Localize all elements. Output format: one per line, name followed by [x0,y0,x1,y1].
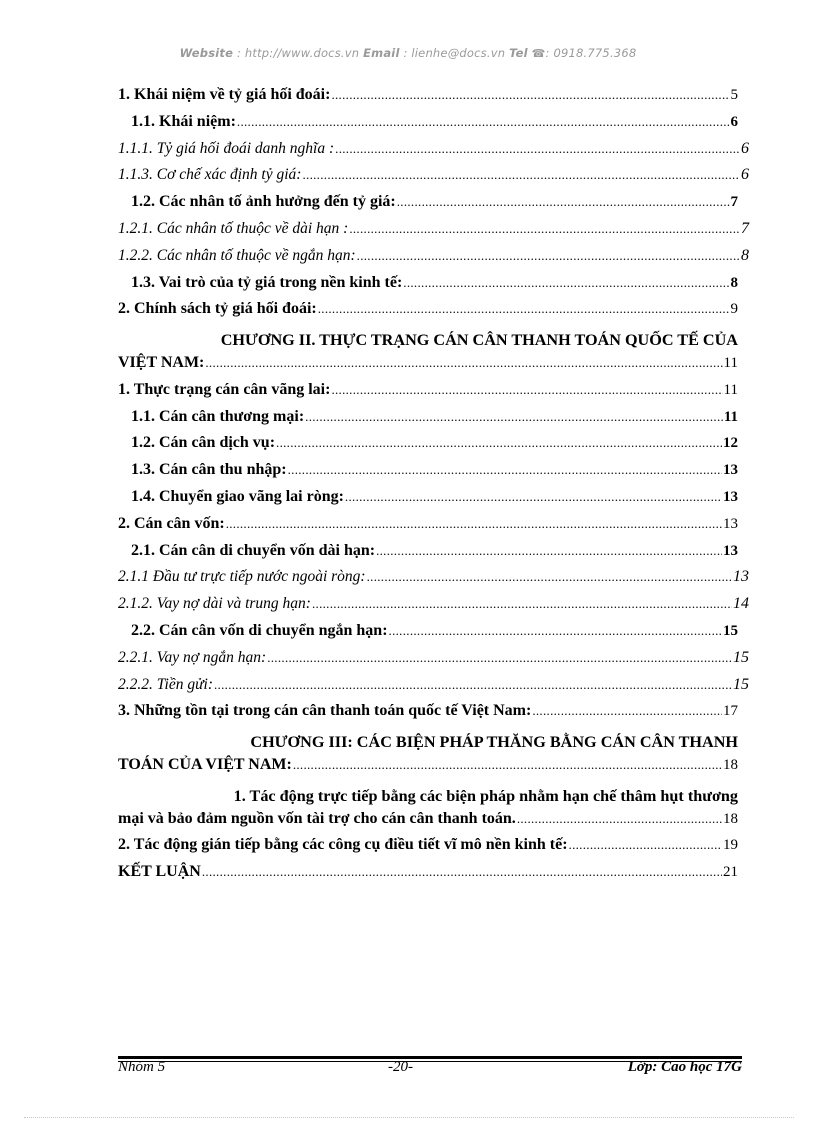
toc-page-number: 18 [723,756,738,773]
dot-leader [302,167,740,183]
toc-entry [118,622,738,649]
dot-leader [403,275,729,291]
toc-entry-text: 1.1. Cán cân thương mại: [131,407,305,425]
toc-page-number: 11 [723,408,738,425]
toc-entry [118,86,738,113]
phone-icon: ☎ [531,47,546,60]
toc-entry-text: 1.1.3. Cơ chế xác định tỷ giá: [118,166,302,184]
toc-entry-text: KẾT LUẬN [118,863,201,881]
toc-page-number: 7 [741,219,749,237]
website-value: : http://www.docs.vn [236,46,360,60]
dot-leader [312,596,732,612]
toc-entry [118,542,738,569]
email-value: : lienhe@docs.vn [403,46,506,60]
toc-entry [118,220,749,247]
toc-entry-text: 1.3. Cán cân thu nhập: [131,461,287,479]
dot-leader [205,355,722,371]
dot-leader [331,87,729,103]
toc-entry [118,381,738,408]
dot-leader [389,623,722,639]
toc-entry [118,166,749,193]
toc-page-number: 11 [723,354,738,371]
toc-entry-text: 2.2.2. Tiền gửi: [118,675,213,693]
toc-entry-text: TOÁN CỦA VIỆT NAM: [118,755,292,773]
toc-entry [118,756,738,783]
toc-entry-text: 2.2.1. Vay nợ ngắn hạn: [118,648,267,666]
dot-leader [305,409,723,425]
toc-entry [118,247,749,274]
toc-page-number: 6 [730,113,738,130]
toc-entry-text: mại và bảo đảm nguồn vốn tài trợ cho cán cân thanh toán. [118,809,516,827]
toc-entry-text: VIỆT NAM: [118,353,205,371]
toc-entry-text: 3. Những tồn tại trong cán cân thanh toán quốc tế Việt Nam: [118,702,532,720]
toc-entry [118,300,738,327]
toc-entry [118,515,738,542]
footer-divider [118,1056,742,1059]
table-of-contents [118,86,749,890]
dot-leader [267,650,732,666]
toc-entry-text: 1. Thực trạng cán cân vãng lai: [118,380,331,398]
toc-entry-text: 2.1.2. Vay nợ dài và trung hạn: [118,595,311,613]
chapter-heading-line: CHƯƠNG III: CÁC BIỆN PHÁP THĂNG BẰNG CÁN CÂN THANH [250,733,738,752]
toc-page-number: 11 [723,381,738,398]
page-header [0,46,816,60]
toc-entry [118,354,738,381]
toc-page-number: 6 [741,166,749,184]
toc-entry-text: 2. Cán cân vốn: [118,514,225,532]
dot-leader [367,569,732,585]
toc-page-number: 9 [730,301,738,318]
toc-entry [118,810,738,837]
website-label: Website [179,46,234,60]
toc-page-number: 6 [741,139,749,157]
toc-page-number: 13 [723,462,738,479]
toc-page-number: 8 [741,246,749,264]
toc-entry-text: 1.2. Các nhân tố ảnh hưởng đến tỷ giá: [131,193,396,211]
dot-leader [214,677,732,693]
toc-entry [118,140,749,167]
toc-entry [118,649,749,676]
toc-entry-text-line: 1. Tác động trực tiếp bằng các biện pháp nhằm hạn chế thâm hụt thương [233,786,738,805]
toc-page-number: 14 [733,595,749,613]
dot-leader [532,703,722,719]
toc-page-number: 12 [723,435,738,452]
toc-page-number: 18 [723,810,738,827]
toc-entry-text: 1.2. Cán cân dịch vụ: [131,434,276,452]
toc-page-number: 15 [733,675,749,693]
page-bottom-border [24,1117,794,1118]
toc-entry-text: 1.1.1. Tỷ giá hối đoái danh nghĩa : [118,139,335,157]
dot-leader [331,382,722,398]
toc-entry [118,408,738,435]
toc-page-number: 7 [730,194,738,211]
toc-entry [118,488,738,515]
toc-entry [118,434,738,461]
dot-leader [397,194,730,210]
toc-entry [118,863,738,890]
dot-leader [517,811,722,827]
toc-page-number: 13 [733,568,749,586]
dot-leader [293,757,722,773]
toc-page-number: 13 [723,515,738,532]
email-label: Email [363,46,400,60]
toc-page-number: 15 [723,622,738,639]
toc-page-number: 15 [733,648,749,666]
dot-leader [357,248,740,264]
toc-page-number: 13 [723,488,738,505]
toc-entry-text: 1.2.1. Các nhân tố thuộc về dài hạn : [118,219,349,237]
dot-leader [345,489,722,505]
toc-entry [118,836,738,863]
toc-entry-text: 1.2.2. Các nhân tố thuộc về ngắn hạn: [118,246,356,264]
toc-entry [118,568,749,595]
dot-leader [335,141,740,157]
toc-entry [118,702,738,729]
toc-entry-text: 1.4. Chuyển giao vãng lai ròng: [131,487,344,505]
toc-page-number: 21 [723,864,738,881]
toc-entry-text: 2.1. Cán cân di chuyển vốn dài hạn: [131,541,376,559]
dot-leader [349,221,740,237]
toc-page-number: 5 [730,87,738,103]
footer-class: Lớp: Cao học 17G [627,1062,742,1075]
toc-entry [118,113,738,140]
footer-page-number: -20- [388,1062,413,1075]
toc-entry-text: 1.3. Vai trò của tỷ giá trong nền kinh tế: [131,273,403,291]
page-footer [118,1062,742,1076]
toc-entry-text: 1.1. Khái niệm: [131,112,236,130]
toc-entry-text: 2.1.1 Đầu tư trực tiếp nước ngoài ròng: [118,568,366,586]
footer-group: Nhóm 5 [118,1062,166,1075]
toc-entry [118,595,749,622]
toc-entry-text: 2. Chính sách tỷ giá hối đoái: [118,300,317,318]
toc-entry-text: 1. Khái niệm về tỷ giá hối đoái: [118,86,331,103]
dot-leader [288,462,722,478]
toc-entry [118,461,738,488]
dot-leader [226,516,722,532]
dot-leader [318,301,730,317]
dot-leader [276,435,722,451]
toc-entry [118,274,738,301]
toc-entry-text: 2.2. Cán cân vốn di chuyển ngắn hạn: [131,621,388,639]
toc-page-number: 17 [723,703,738,720]
tel-value: : 0918.775.368 [545,46,637,60]
dot-leader [202,864,722,880]
dot-leader [237,114,730,130]
dot-leader [569,837,722,853]
chapter-heading-line: CHƯƠNG II. THỰC TRẠNG CÁN CÂN THANH TOÁN QUỐC TẾ CỦA [220,331,738,350]
tel-label: Tel [509,46,528,60]
toc-entry [118,193,738,220]
toc-page-number: 19 [723,837,738,854]
dot-leader [376,543,722,559]
toc-entry-text: 2. Tác động gián tiếp bằng các công cụ điều tiết vĩ mô nền kinh tế: [118,836,568,854]
toc-page-number: 8 [730,274,738,291]
toc-page-number: 13 [723,542,738,559]
toc-entry [118,676,749,703]
